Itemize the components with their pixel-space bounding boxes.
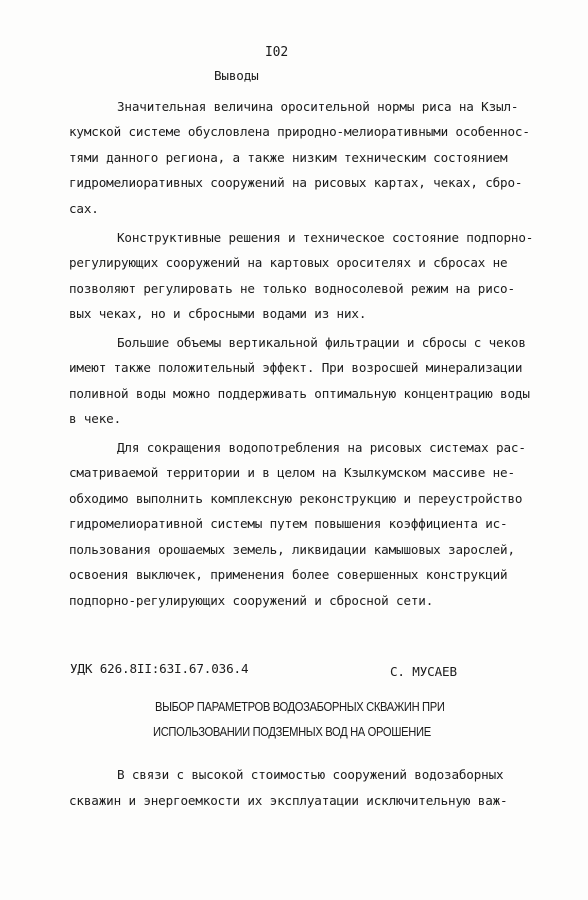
article-intro-line-1: В связи с высокой стоимостью сооружений водозаборных: [117, 767, 504, 782]
paragraph-1-line-2: кумской системе обусловлена природно-мелиоративными особеннос-: [69, 124, 530, 139]
paragraph-4-line-5: пользования орошаемых земель, ликвидации камышовых зарослей,: [69, 542, 515, 557]
paragraph-2-line-2: регулирующих сооружений на картовых оросителях и сбросах не: [69, 255, 508, 270]
paragraph-1-line-1: Значительная величина оросительной нормы риса на Кзыл-: [117, 99, 519, 114]
udk-code: УДК 626.8II:63I.67.036.4: [70, 661, 249, 676]
paragraph-4-line-4: гидромелиоративной системы путем повышения коэффициента ис-: [69, 516, 508, 531]
paragraph-2-line-4: вых чеках, но и сбросными водами из них.: [69, 306, 367, 321]
paragraph-1-line-5: сах.: [69, 201, 99, 216]
paragraph-2-line-3: позволяют регулировать не только водносолевой режим на рисо-: [69, 281, 515, 296]
article-title-line-1: ВЫБОР ПАРАМЕТРОВ ВОДОЗАБОРНЫХ СКВАЖИН ПРИ: [155, 699, 445, 714]
paragraph-1-line-4: гидромелиоративных сооружений на рисовых картах, чеках, сбро-: [69, 175, 523, 190]
paragraph-4-line-3: обходимо выполнить комплексную реконструкцию и переустройство: [69, 491, 523, 506]
paragraph-2-line-1: Конструктивные решения и техническое состояние подпорно-: [117, 230, 534, 245]
page-number: I02: [265, 45, 289, 60]
paragraph-1-line-3: тями данного региона, а также низким техническим состоянием: [69, 150, 508, 165]
paragraph-4-line-6: освоения выключек, применения более совершенных конструкций: [69, 567, 508, 582]
article-author: С. МУСАЕВ: [390, 664, 457, 679]
paragraph-4-line-1: Для сокращения водопотребления на рисовых системах рас-: [117, 440, 526, 455]
paragraph-3-line-4: в чеке.: [69, 411, 122, 426]
article-intro-line-2: скважин и энергоемкости их эксплуатации исключительную важ-: [69, 793, 508, 808]
paragraph-4-line-7: подпорно-регулирующих сооружений и сбросной сети.: [69, 593, 434, 608]
paragraph-4-line-2: сматриваемой территории и в целом на Кзылкумском массиве не-: [69, 465, 515, 480]
paragraph-3-line-3: поливной воды можно поддерживать оптимальную концентрацию воды: [69, 386, 530, 401]
paragraph-3-line-1: Большие объемы вертикальной фильтрации и сбросы с чеков: [117, 335, 526, 350]
section-heading: Выводы: [214, 68, 259, 83]
paragraph-3-line-2: имеют также положительный эффект. При возросшей минерализации: [69, 360, 523, 375]
article-title-line-2: ИСПОЛЬЗОВАНИИ ПОДЗЕМНЫХ ВОД НА ОРОШЕНИЕ: [153, 724, 431, 739]
